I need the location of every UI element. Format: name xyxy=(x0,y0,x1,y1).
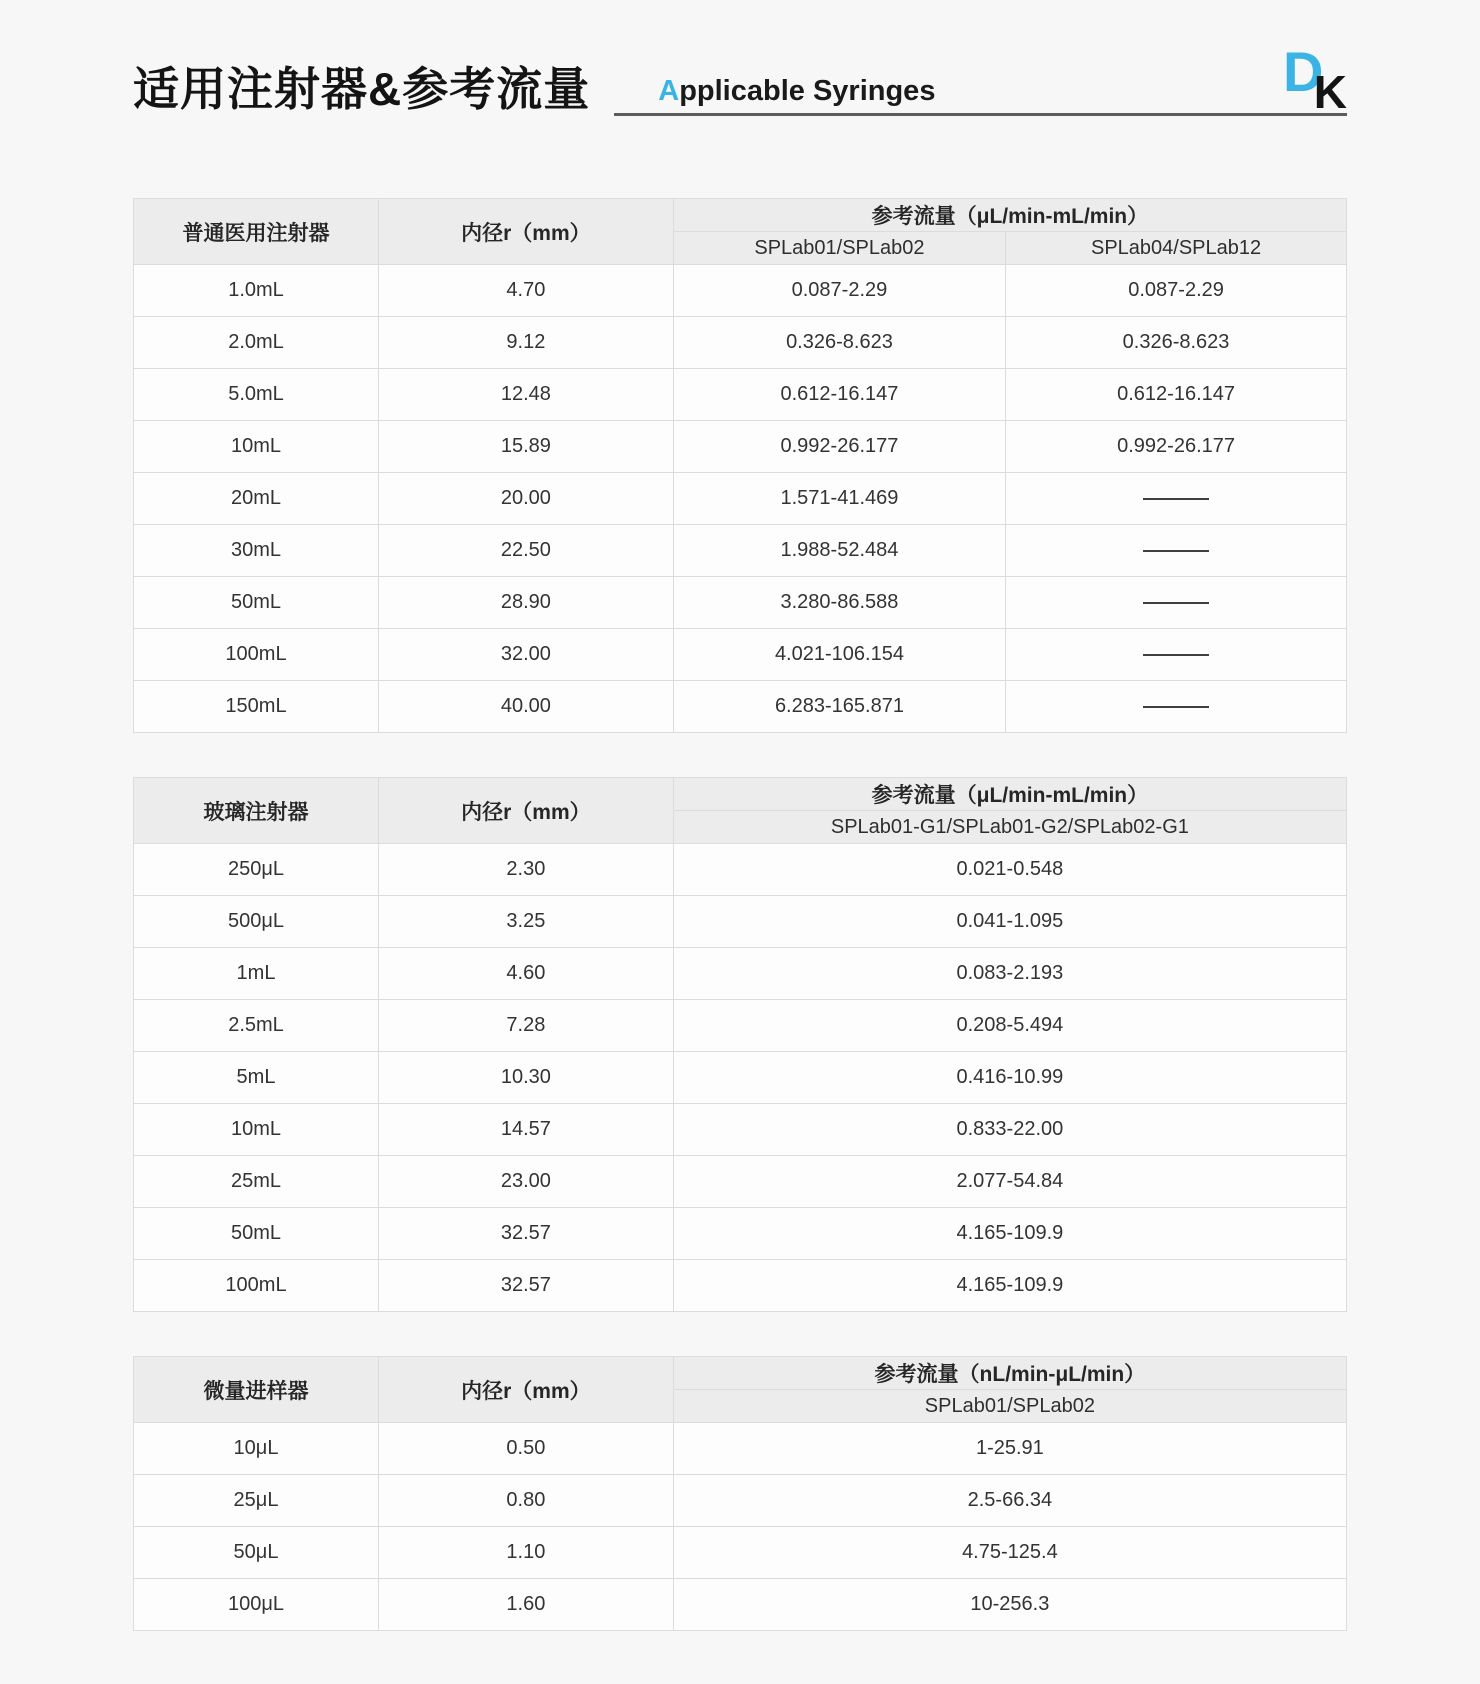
syringe-size-cell: 5.0mL xyxy=(134,369,379,421)
table-row xyxy=(134,1156,1347,1208)
header-row xyxy=(134,1357,1347,1390)
flow-rate-header: 参考流量（μL/min-mL/min） xyxy=(673,778,1346,811)
flow-range-cell: 0.326-8.623 xyxy=(1006,317,1347,369)
flow-range-cell: 0.612-16.147 xyxy=(673,369,1005,421)
subtitle-rest: pplicable Syringes xyxy=(679,75,936,107)
diameter-header: 内径r（mm） xyxy=(379,1357,674,1423)
flow-range-cell: 0.416-10.99 xyxy=(673,1052,1346,1104)
syringe-size-cell: 10mL xyxy=(134,1104,379,1156)
inner-diameter-cell: 22.50 xyxy=(379,525,674,577)
table-row xyxy=(134,421,1347,473)
table-row xyxy=(134,896,1347,948)
flow-range-cell xyxy=(1006,629,1347,681)
table-row xyxy=(134,1104,1347,1156)
flow-rate-header: 参考流量（μL/min-mL/min） xyxy=(673,199,1346,232)
inner-diameter-cell: 32.00 xyxy=(379,629,674,681)
flow-range-cell: 0.087-2.29 xyxy=(1006,265,1347,317)
table-row xyxy=(134,577,1347,629)
model-header: SPLab01/SPLab02 xyxy=(673,1390,1346,1423)
flow-range-cell: 0.083-2.193 xyxy=(673,948,1346,1000)
table-section-medical-syringes xyxy=(133,198,1347,733)
category-header: 微量进样器 xyxy=(134,1357,379,1423)
table-row xyxy=(134,1579,1347,1631)
table-row xyxy=(134,1000,1347,1052)
table-row xyxy=(134,265,1347,317)
syringe-size-cell: 100mL xyxy=(134,1260,379,1312)
table-row xyxy=(134,1260,1347,1312)
flow-range-cell: 6.283-165.871 xyxy=(673,681,1005,733)
glass-syringes-table-body xyxy=(134,844,1347,1312)
inner-diameter-cell: 9.12 xyxy=(379,317,674,369)
inner-diameter-cell: 4.60 xyxy=(379,948,674,1000)
inner-diameter-cell: 28.90 xyxy=(379,577,674,629)
inner-diameter-cell: 32.57 xyxy=(379,1260,674,1312)
inner-diameter-cell: 7.28 xyxy=(379,1000,674,1052)
table-row xyxy=(134,1527,1347,1579)
flow-range-cell: 10-256.3 xyxy=(673,1579,1346,1631)
table-row xyxy=(134,369,1347,421)
dk-logo xyxy=(1283,40,1347,118)
syringe-size-cell: 10μL xyxy=(134,1423,379,1475)
logo-letter-d-icon: D xyxy=(1283,40,1324,103)
flow-rate-header: 参考流量（nL/min-μL/min） xyxy=(673,1357,1346,1390)
syringe-size-cell: 5mL xyxy=(134,1052,379,1104)
category-header: 普通医用注射器 xyxy=(134,199,379,265)
table-row xyxy=(134,681,1347,733)
inner-diameter-cell: 10.30 xyxy=(379,1052,674,1104)
table-row xyxy=(134,948,1347,1000)
table-row xyxy=(134,629,1347,681)
syringe-size-cell: 25μL xyxy=(134,1475,379,1527)
table-row xyxy=(134,1208,1347,1260)
not-applicable-dash xyxy=(1143,498,1209,500)
syringe-size-cell: 2.5mL xyxy=(134,1000,379,1052)
page-header xyxy=(133,38,1347,116)
flow-range-cell: 2.5-66.34 xyxy=(673,1475,1346,1527)
syringe-size-cell: 50mL xyxy=(134,1208,379,1260)
syringe-size-cell: 100mL xyxy=(134,629,379,681)
not-applicable-dash xyxy=(1143,602,1209,604)
model-header: SPLab01/SPLab02 xyxy=(673,232,1005,265)
syringe-size-cell: 1mL xyxy=(134,948,379,1000)
inner-diameter-cell: 15.89 xyxy=(379,421,674,473)
table-row xyxy=(134,844,1347,896)
flow-range-cell: 0.208-5.494 xyxy=(673,1000,1346,1052)
flow-range-cell: 0.833-22.00 xyxy=(673,1104,1346,1156)
inner-diameter-cell: 1.60 xyxy=(379,1579,674,1631)
page-title: 适用注射器&参考流量 xyxy=(133,63,591,116)
table-row xyxy=(134,317,1347,369)
diameter-header: 内径r（mm） xyxy=(379,199,674,265)
inner-diameter-cell: 12.48 xyxy=(379,369,674,421)
inner-diameter-cell: 32.57 xyxy=(379,1208,674,1260)
flow-range-cell: 4.021-106.154 xyxy=(673,629,1005,681)
flow-range-cell xyxy=(1006,577,1347,629)
subtitle-accent-letter: A xyxy=(658,75,680,107)
flow-range-cell xyxy=(1006,525,1347,577)
flow-range-cell: 2.077-54.84 xyxy=(673,1156,1346,1208)
flow-range-cell xyxy=(1006,473,1347,525)
flow-range-cell: 0.041-1.095 xyxy=(673,896,1346,948)
syringe-size-cell: 30mL xyxy=(134,525,379,577)
flow-range-cell: 1.571-41.469 xyxy=(673,473,1005,525)
syringe-size-cell: 50mL xyxy=(134,577,379,629)
glass-syringes-table xyxy=(133,777,1347,1312)
flow-range-cell: 1-25.91 xyxy=(673,1423,1346,1475)
inner-diameter-cell: 3.25 xyxy=(379,896,674,948)
medical-syringes-table xyxy=(133,198,1347,733)
page-subtitle-en xyxy=(658,77,935,106)
model-header: SPLab04/SPLab12 xyxy=(1006,232,1347,265)
flow-range-cell: 4.165-109.9 xyxy=(673,1260,1346,1312)
not-applicable-dash xyxy=(1143,706,1209,708)
syringe-size-cell: 250μL xyxy=(134,844,379,896)
flow-range-cell: 4.165-109.9 xyxy=(673,1208,1346,1260)
page-container xyxy=(133,0,1347,1631)
logo-letter-k-icon: K xyxy=(1313,66,1347,118)
syringe-size-cell: 50μL xyxy=(134,1527,379,1579)
category-header: 玻璃注射器 xyxy=(134,778,379,844)
syringe-size-cell: 2.0mL xyxy=(134,317,379,369)
flow-range-cell: 3.280-86.588 xyxy=(673,577,1005,629)
inner-diameter-cell: 14.57 xyxy=(379,1104,674,1156)
subtitle-underline-bar xyxy=(614,40,1347,118)
flow-range-cell: 4.75-125.4 xyxy=(673,1527,1346,1579)
flow-range-cell: 0.021-0.548 xyxy=(673,844,1346,896)
inner-diameter-cell: 2.30 xyxy=(379,844,674,896)
syringe-size-cell: 20mL xyxy=(134,473,379,525)
syringe-size-cell: 100μL xyxy=(134,1579,379,1631)
syringe-size-cell: 150mL xyxy=(134,681,379,733)
diameter-header: 内径r（mm） xyxy=(379,778,674,844)
inner-diameter-cell: 20.00 xyxy=(379,473,674,525)
table-row xyxy=(134,525,1347,577)
header-row xyxy=(134,778,1347,811)
inner-diameter-cell: 4.70 xyxy=(379,265,674,317)
table-section-glass-syringes xyxy=(133,777,1347,1312)
flow-range-cell: 0.087-2.29 xyxy=(673,265,1005,317)
not-applicable-dash xyxy=(1143,654,1209,656)
syringe-size-cell: 10mL xyxy=(134,421,379,473)
table-row xyxy=(134,1475,1347,1527)
micro-samplers-table xyxy=(133,1356,1347,1631)
inner-diameter-cell: 0.80 xyxy=(379,1475,674,1527)
table-row xyxy=(134,1052,1347,1104)
table-section-micro-samplers xyxy=(133,1356,1347,1631)
syringe-size-cell: 1.0mL xyxy=(134,265,379,317)
inner-diameter-cell: 40.00 xyxy=(379,681,674,733)
inner-diameter-cell: 23.00 xyxy=(379,1156,674,1208)
table-row xyxy=(134,1423,1347,1475)
syringe-size-cell: 500μL xyxy=(134,896,379,948)
flow-range-cell: 0.992-26.177 xyxy=(673,421,1005,473)
table-row xyxy=(134,473,1347,525)
model-header: SPLab01-G1/SPLab01-G2/SPLab02-G1 xyxy=(673,811,1346,844)
flow-range-cell: 1.988-52.484 xyxy=(673,525,1005,577)
inner-diameter-cell: 1.10 xyxy=(379,1527,674,1579)
syringe-size-cell: 25mL xyxy=(134,1156,379,1208)
header-row xyxy=(134,199,1347,232)
flow-range-cell: 0.326-8.623 xyxy=(673,317,1005,369)
micro-samplers-table-body xyxy=(134,1423,1347,1631)
medical-syringes-table-body xyxy=(134,265,1347,733)
not-applicable-dash xyxy=(1143,550,1209,552)
flow-range-cell: 0.612-16.147 xyxy=(1006,369,1347,421)
flow-range-cell: 0.992-26.177 xyxy=(1006,421,1347,473)
flow-range-cell xyxy=(1006,681,1347,733)
inner-diameter-cell: 0.50 xyxy=(379,1423,674,1475)
